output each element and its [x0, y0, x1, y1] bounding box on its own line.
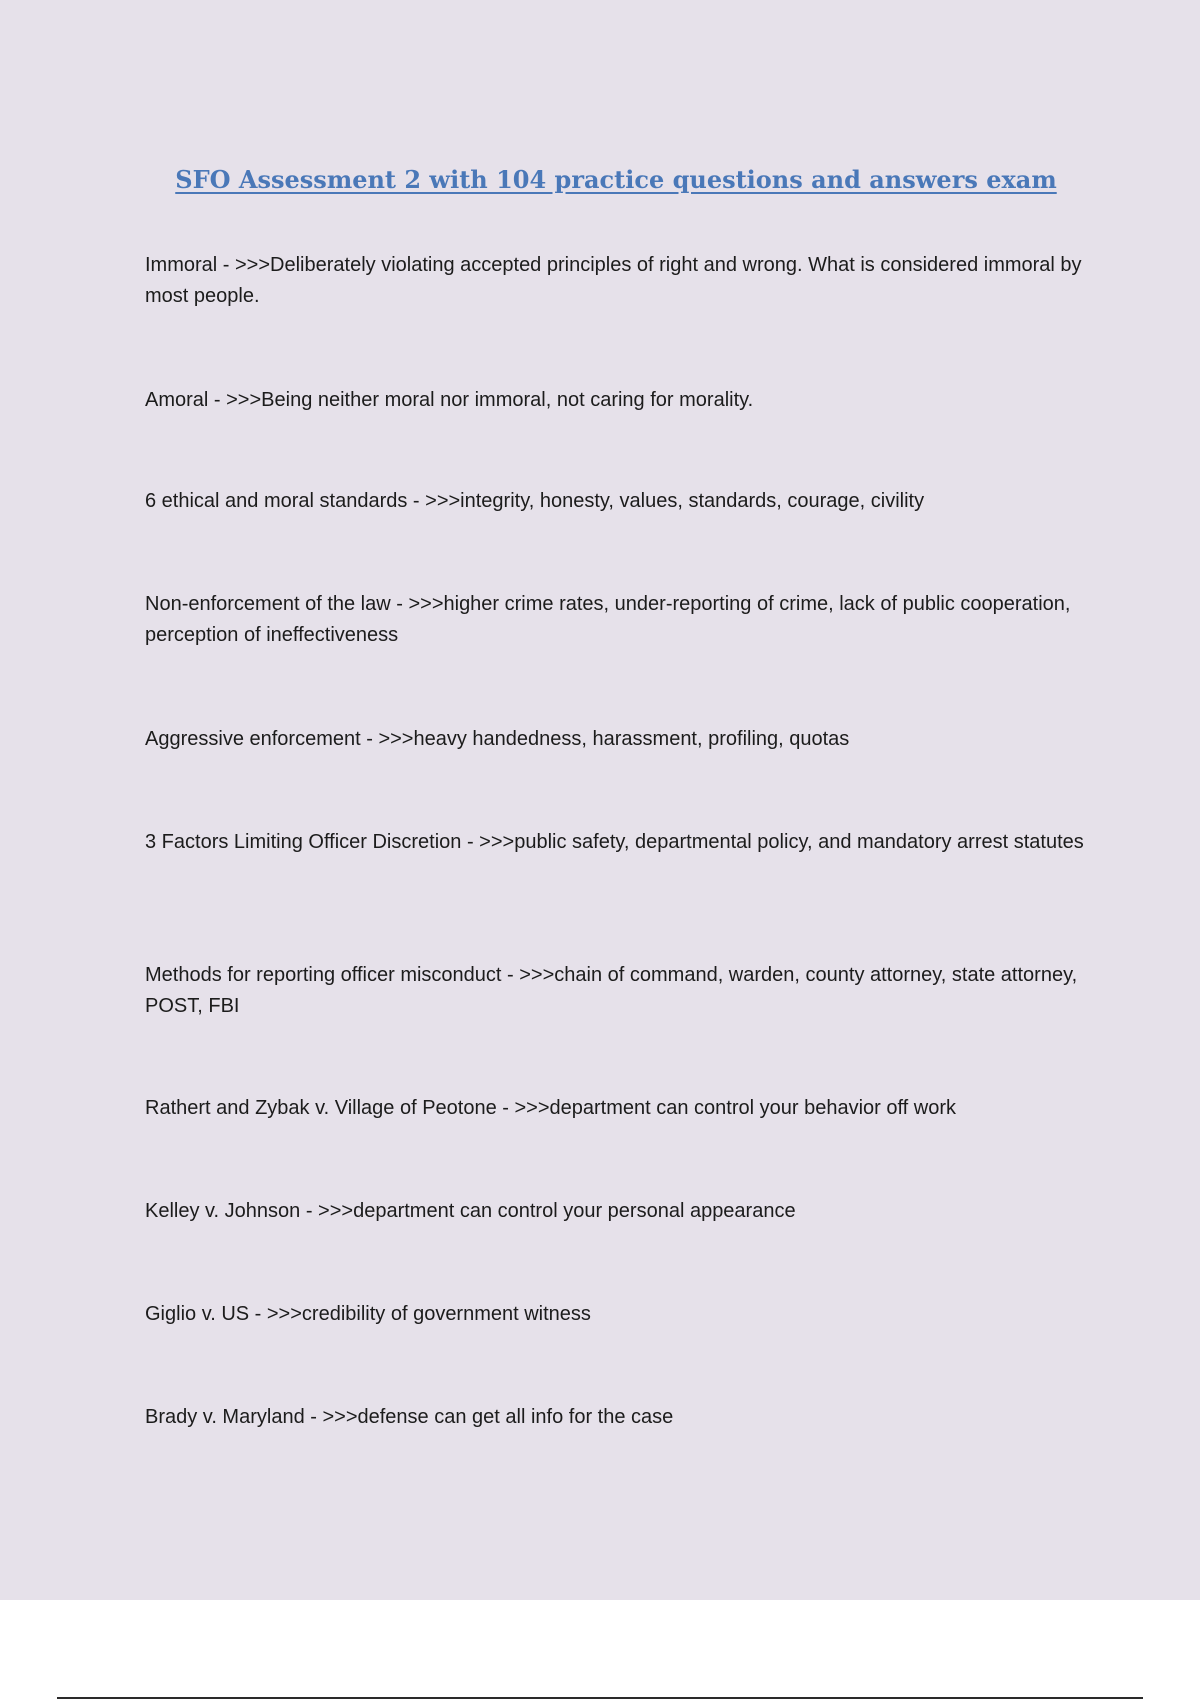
qa-item: Amoral - >>>Being neither moral nor immoral, not caring for morality. — [145, 389, 754, 411]
qa-item: Non-enforcement of the law - >>>higher crime rates, under-reporting of crime, lack of public cooperation, perception of ineffectiveness — [145, 593, 1071, 646]
qa-item: Brady v. Maryland - >>>defense can get all info for the case — [145, 1406, 674, 1428]
footer-divider — [57, 1697, 1143, 1699]
qa-item: 6 ethical and moral standards - >>>integrity, honesty, values, standards, courage, civility — [145, 490, 925, 512]
document-title: SFO Assessment 2 with 104 practice questions and answers exam — [175, 165, 1057, 194]
qa-item: Immoral - >>>Deliberately violating accepted principles of right and wrong. What is considered immoral by most people. — [145, 254, 1082, 307]
qa-item: 3 Factors Limiting Officer Discretion - >>>public safety, departmental policy, and mandatory arrest statutes — [145, 831, 1084, 853]
qa-item: Methods for reporting officer misconduct - >>>chain of command, warden, county attorney, state attorney, POST, FBI — [145, 964, 1078, 1017]
qa-item: Kelley v. Johnson - >>>department can control your personal appearance — [145, 1200, 796, 1222]
qa-item: Giglio v. US - >>>credibility of government witness — [145, 1303, 591, 1325]
qa-item: Aggressive enforcement - >>>heavy handedness, harassment, profiling, quotas — [145, 728, 850, 750]
qa-item: Rathert and Zybak v. Village of Peotone - >>>department can control your behavior off work — [145, 1097, 957, 1119]
